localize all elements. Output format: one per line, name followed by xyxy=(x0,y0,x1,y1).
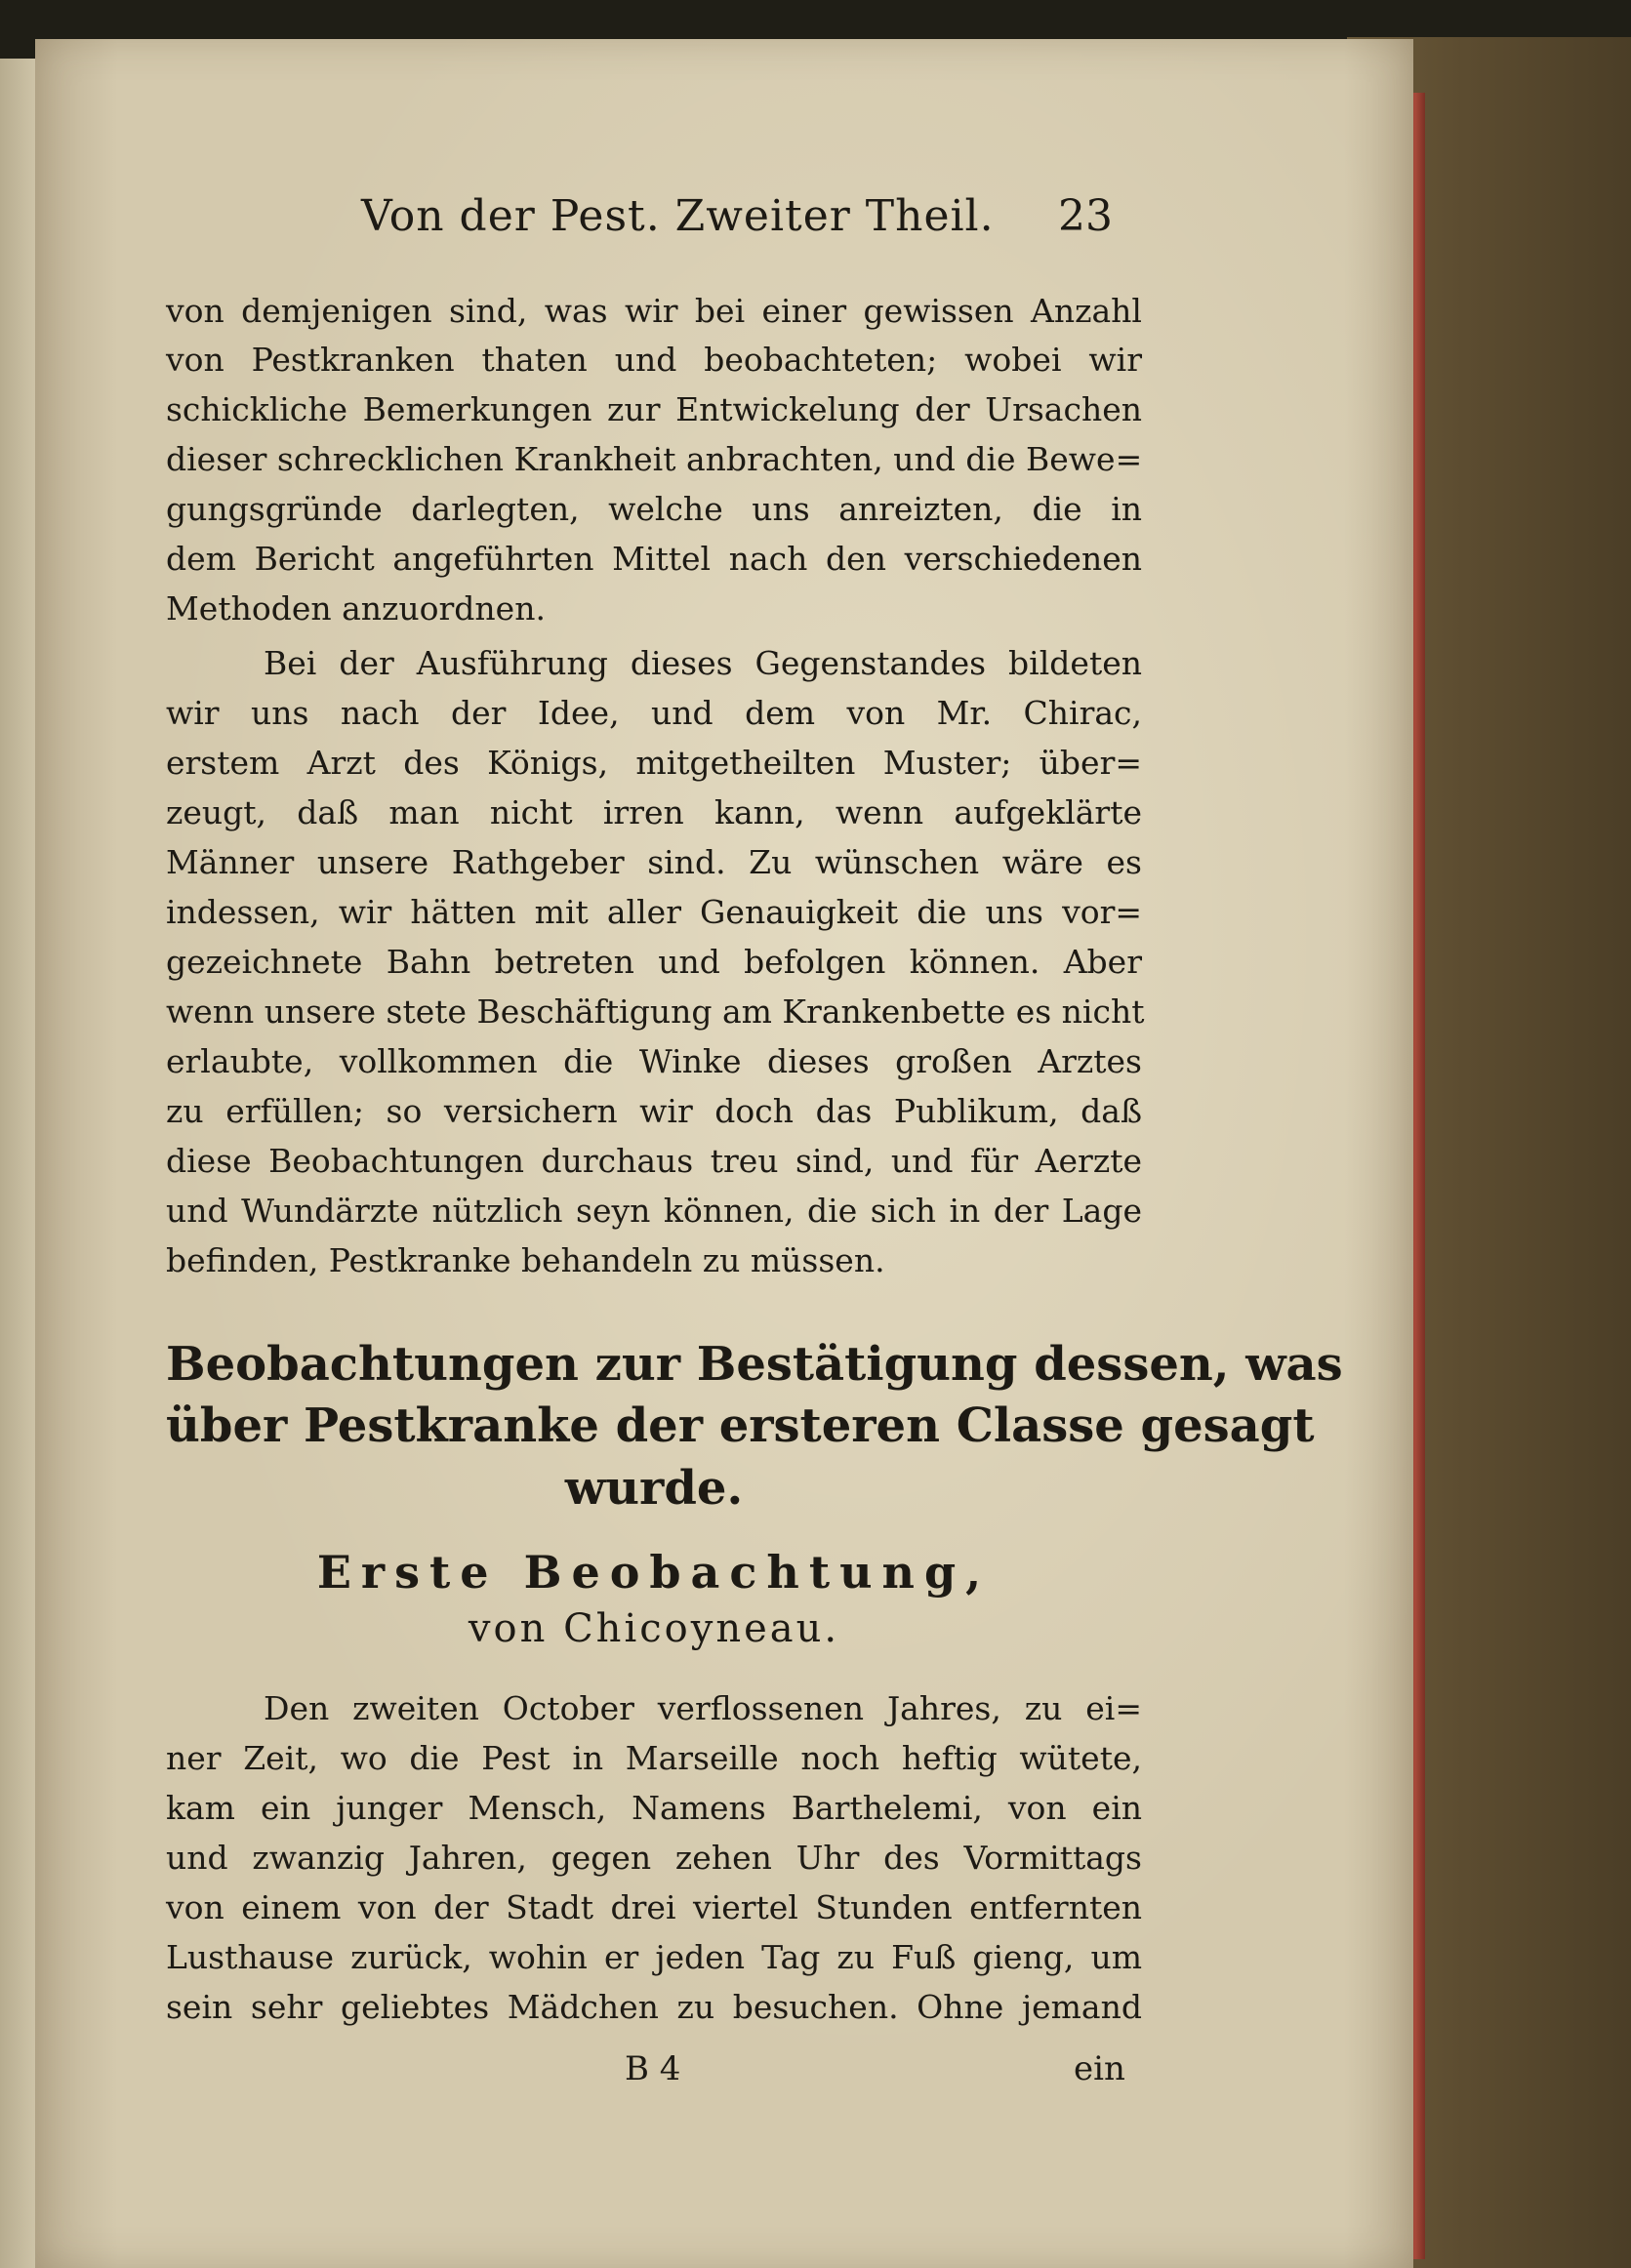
body-line: wir uns nach der Idee, und dem von Mr. Chirac, xyxy=(166,694,1142,732)
body-line: erstem Arzt des Königs, mitgetheilten Muster; über= xyxy=(166,744,1142,782)
body-line: diese Beobachtungen durchaus treu sind, und für Aerzte xyxy=(166,1142,1142,1180)
section-heading-line: wurde. xyxy=(564,1461,744,1516)
body-line: Lusthause zurück, wohin er jeden Tag zu Fuß gieng, um xyxy=(166,1938,1142,1976)
body-line: sein sehr geliebtes Mädchen zu besuchen. Ohne jemand xyxy=(166,1988,1142,2026)
body-line: dieser schrecklichen Krankheit anbrachten, und die Bewe= xyxy=(166,440,1143,478)
body-line: Bei der Ausführung dieses Gegenstandes bildeten xyxy=(264,644,1142,682)
body-line: erlaubte, vollkommen die Winke dieses großen Arztes xyxy=(166,1042,1142,1080)
body-line: gungsgründe darlegten, welche uns anreizten, die in xyxy=(166,490,1142,528)
signature-mark: B 4 xyxy=(625,2049,681,2088)
body-line: von demjenigen sind, was wir bei einer gewissen Anzahl xyxy=(166,292,1142,330)
page-number: 23 xyxy=(1058,191,1113,241)
body-line: Männer unsere Rathgeber sind. Zu wünschen wäre es xyxy=(166,843,1142,881)
previous-page-edge xyxy=(0,59,39,2268)
section-heading-line: Beobachtungen zur Bestätigung dessen, was xyxy=(166,1337,1343,1392)
observation-title: Erste Beobachtung, xyxy=(316,1546,992,1599)
running-title: Von der Pest. Zweiter Theil. xyxy=(361,191,995,241)
body-line: zu erfüllen; so versichern wir doch das Publikum, daß xyxy=(166,1092,1142,1130)
body-line: ner Zeit, wo die Pest in Marseille noch heftig wütete, xyxy=(166,1739,1142,1777)
body-line: Methoden anzuordnen. xyxy=(166,589,546,628)
body-line: von einem von der Stadt drei viertel Stunden entfernten xyxy=(166,1888,1142,1926)
catchword: ein xyxy=(1074,2049,1125,2088)
body-line: und zwanzig Jahren, gegen zehen Uhr des Vormittags xyxy=(166,1839,1142,1877)
body-line: und Wundärzte nützlich seyn können, die sich in der Lage xyxy=(166,1192,1142,1230)
body-line: dem Bericht angeführten Mittel nach den verschiedenen xyxy=(166,540,1142,578)
body-line: Den zweiten October verflossenen Jahres, zu ei= xyxy=(264,1689,1142,1727)
observation-author: von Chicoyneau. xyxy=(468,1606,840,1651)
body-line: schickliche Bemerkungen zur Entwickelung der Ursachen xyxy=(166,390,1142,428)
body-line: wenn unsere stete Beschäftigung am Krankenbette es nicht xyxy=(166,992,1145,1031)
body-line: kam ein junger Mensch, Namens Barthelemi, von ein xyxy=(166,1789,1142,1827)
body-line: zeugt, daß man nicht irren kann, wenn aufgeklärte xyxy=(166,793,1142,831)
body-line: gezeichnete Bahn betreten und befolgen können. Aber xyxy=(166,943,1142,981)
section-heading-line: über Pestkranke der ersteren Classe gesagt xyxy=(166,1398,1315,1453)
body-line: befinden, Pestkranke behandeln zu müssen. xyxy=(166,1241,885,1279)
body-line: indessen, wir hätten mit aller Genauigkeit die uns vor= xyxy=(166,893,1142,931)
body-line: von Pestkranken thaten und beobachteten; wobei wir xyxy=(166,341,1142,379)
